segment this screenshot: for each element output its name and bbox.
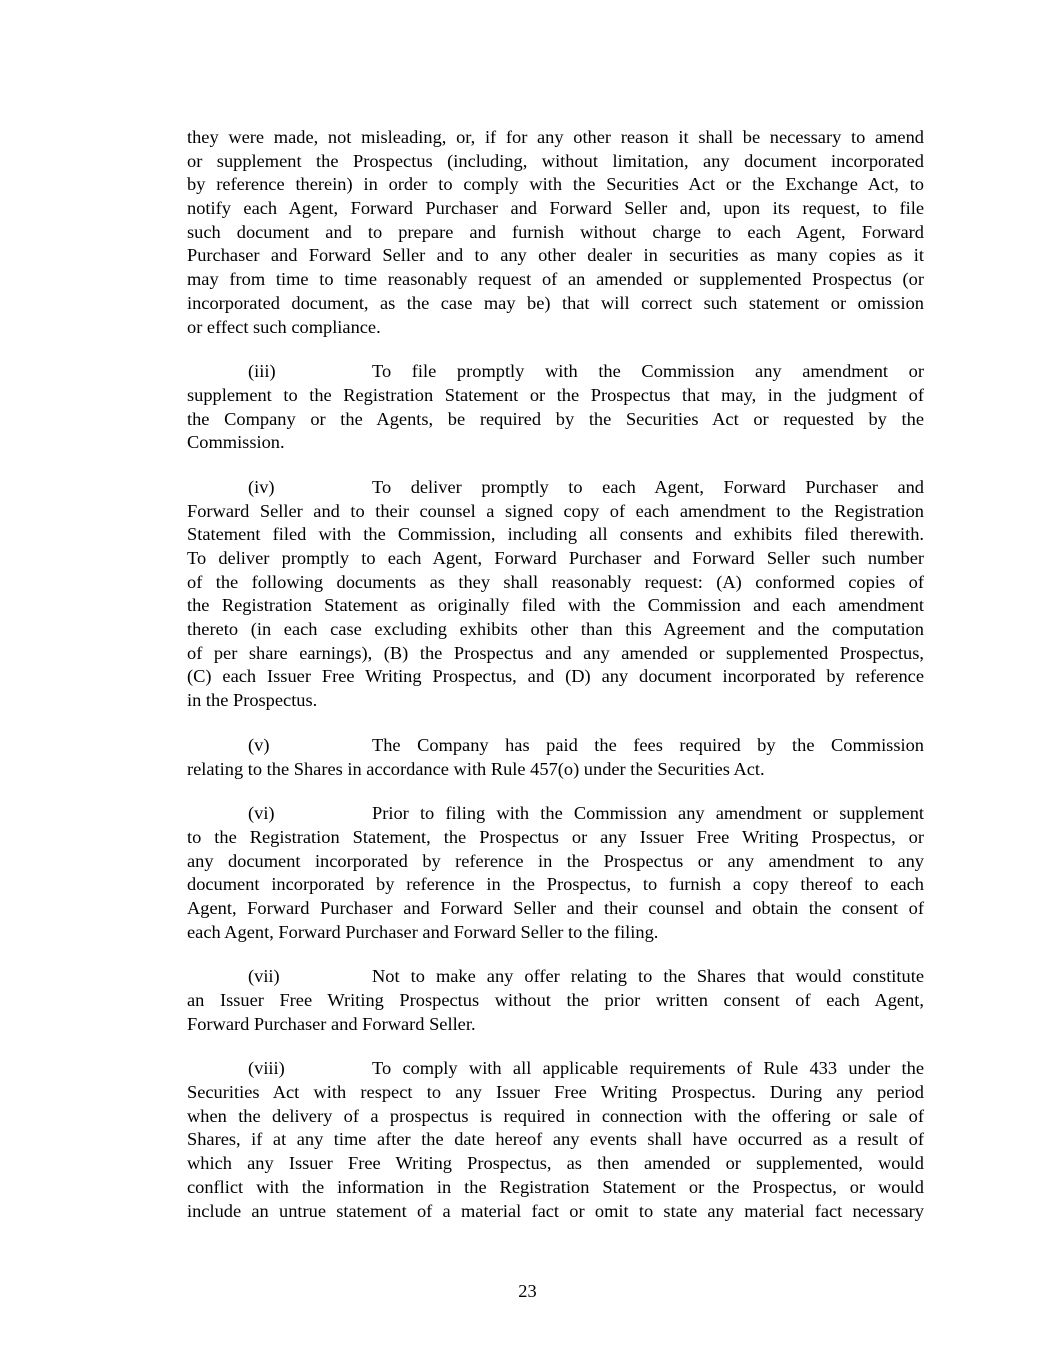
text-line: notify each Agent, Forward Purchaser and Forward Seller and, upon its request, to file xyxy=(187,198,924,219)
numbered-paragraph xyxy=(187,360,924,455)
text-line: document incorporated by reference in the Prospectus, to furnish a copy thereof to each xyxy=(187,874,924,895)
paragraph-first-line xyxy=(187,734,924,758)
paragraph-first-line xyxy=(187,360,924,384)
text-line: Agent, Forward Purchaser and Forward Seller and their counsel and obtain the consent of xyxy=(187,897,924,918)
numbered-paragraph xyxy=(187,734,924,781)
numbered-paragraph xyxy=(187,476,924,713)
paragraph-first-line xyxy=(187,965,924,989)
text-line: the Company or the Agents, be required by the Securities Act or requested by the xyxy=(187,408,924,429)
paragraph-number: (v) xyxy=(248,734,270,755)
text-line: relating to the Shares in accordance with Rule 457(o) under the Securities Act. xyxy=(187,758,765,779)
numbered-paragraph xyxy=(187,965,924,1036)
paragraph-first-line xyxy=(187,802,924,826)
text-line: an Issuer Free Writing Prospectus without the prior written consent of each Agent, xyxy=(187,990,924,1010)
text-line: may from time to time reasonably request of an amended or supplemented Prospectus (or xyxy=(187,269,924,290)
document-body xyxy=(187,126,924,1244)
text-line: any document incorporated by reference in the Prospectus or any amendment to any xyxy=(187,850,924,871)
text-line: in the Prospectus. xyxy=(187,690,318,711)
text-line: Forward Seller and to their counsel a signed copy of each amendment to the Registration xyxy=(187,500,924,521)
paragraph-first-line xyxy=(187,476,924,500)
text-line: which any Issuer Free Writing Prospectus, as then amended or supplemented, would xyxy=(187,1153,924,1174)
text-line: Commission. xyxy=(187,432,285,453)
paragraph-first-line xyxy=(187,1057,924,1081)
text-line: Securities Act with respect to any Issuer Free Writing Prospectus. During any period xyxy=(187,1082,924,1103)
text-line: incorporated document, as the case may be) that will correct such statement or omission xyxy=(187,292,924,313)
text-line: Statement filed with the Commission, including all consents and exhibits filed therewith. xyxy=(187,524,924,545)
text-line: Purchaser and Forward Seller and to any other dealer in securities as many copies as it xyxy=(187,245,924,266)
paragraph-number: (vii) xyxy=(248,966,280,987)
text-line: of per share earnings), (B) the Prospectus and any amended or supplemented Prospectus, xyxy=(187,642,924,663)
text-line: to the Registration Statement, the Prospectus or any Issuer Free Writing Prospectus, or xyxy=(187,826,924,847)
page-number: 23 xyxy=(518,1281,537,1301)
text-line: supplement to the Registration Statement or the Prospectus that may, in the judgment of xyxy=(187,384,924,405)
text-line: by reference therein) in order to comply with the Securities Act or the Exchange Act, to xyxy=(187,174,924,195)
text-line: To deliver promptly to each Agent, Forward Purchaser and xyxy=(372,476,924,497)
text-line: include an untrue statement of a material fact or omit to state any material fact necessary xyxy=(187,1200,924,1221)
text-line: the Registration Statement as originally filed with the Commission and each amendment xyxy=(187,595,924,616)
paragraph-number: (iv) xyxy=(248,476,275,497)
text-line: they were made, not misleading, or, if for any other reason it shall be necessary to amend xyxy=(187,127,924,147)
text-line: Forward Purchaser and Forward Seller. xyxy=(187,1013,476,1034)
text-line: or effect such compliance. xyxy=(187,316,381,337)
paragraph-number: (vi) xyxy=(248,803,275,824)
text-line: To file promptly with the Commission any amendment or xyxy=(372,361,924,382)
text-line: To comply with all applicable requirements of Rule 433 under the xyxy=(372,1058,924,1079)
text-line: thereto (in each case excluding exhibits other than this Agreement and the computation xyxy=(187,619,924,640)
text-line: To deliver promptly to each Agent, Forward Purchaser and Forward Seller such number xyxy=(187,548,924,568)
text-line: such document and to prepare and furnish without charge to each Agent, Forward xyxy=(187,221,924,242)
text-line: (C) each Issuer Free Writing Prospectus, and (D) any document incorporated by reference xyxy=(187,666,924,687)
paragraph xyxy=(187,126,924,339)
text-line: or supplement the Prospectus (including, without limitation, any document incorporated xyxy=(187,150,924,171)
numbered-paragraph xyxy=(187,802,924,944)
text-line: Shares, if at any time after the date hereof any events shall have occurred as a result of xyxy=(187,1129,924,1150)
text-line: when the delivery of a prospectus is required in connection with the offering or sale of xyxy=(187,1105,924,1126)
paragraph-number: (iii) xyxy=(248,361,276,382)
text-line: conflict with the information in the Registration Statement or the Prospectus, or would xyxy=(187,1176,924,1197)
numbered-paragraph xyxy=(187,1057,924,1223)
paragraph-number: (viii) xyxy=(248,1058,285,1079)
text-line: The Company has paid the fees required by the Commission xyxy=(372,734,924,755)
text-line: each Agent, Forward Purchaser and Forward Seller to the filing. xyxy=(187,921,659,942)
text-line: of the following documents as they shall reasonably request: (A) conformed copies of xyxy=(187,571,924,592)
text-line: Prior to filing with the Commission any amendment or supplement xyxy=(372,803,924,824)
text-line: Not to make any offer relating to the Shares that would constitute xyxy=(372,966,924,987)
